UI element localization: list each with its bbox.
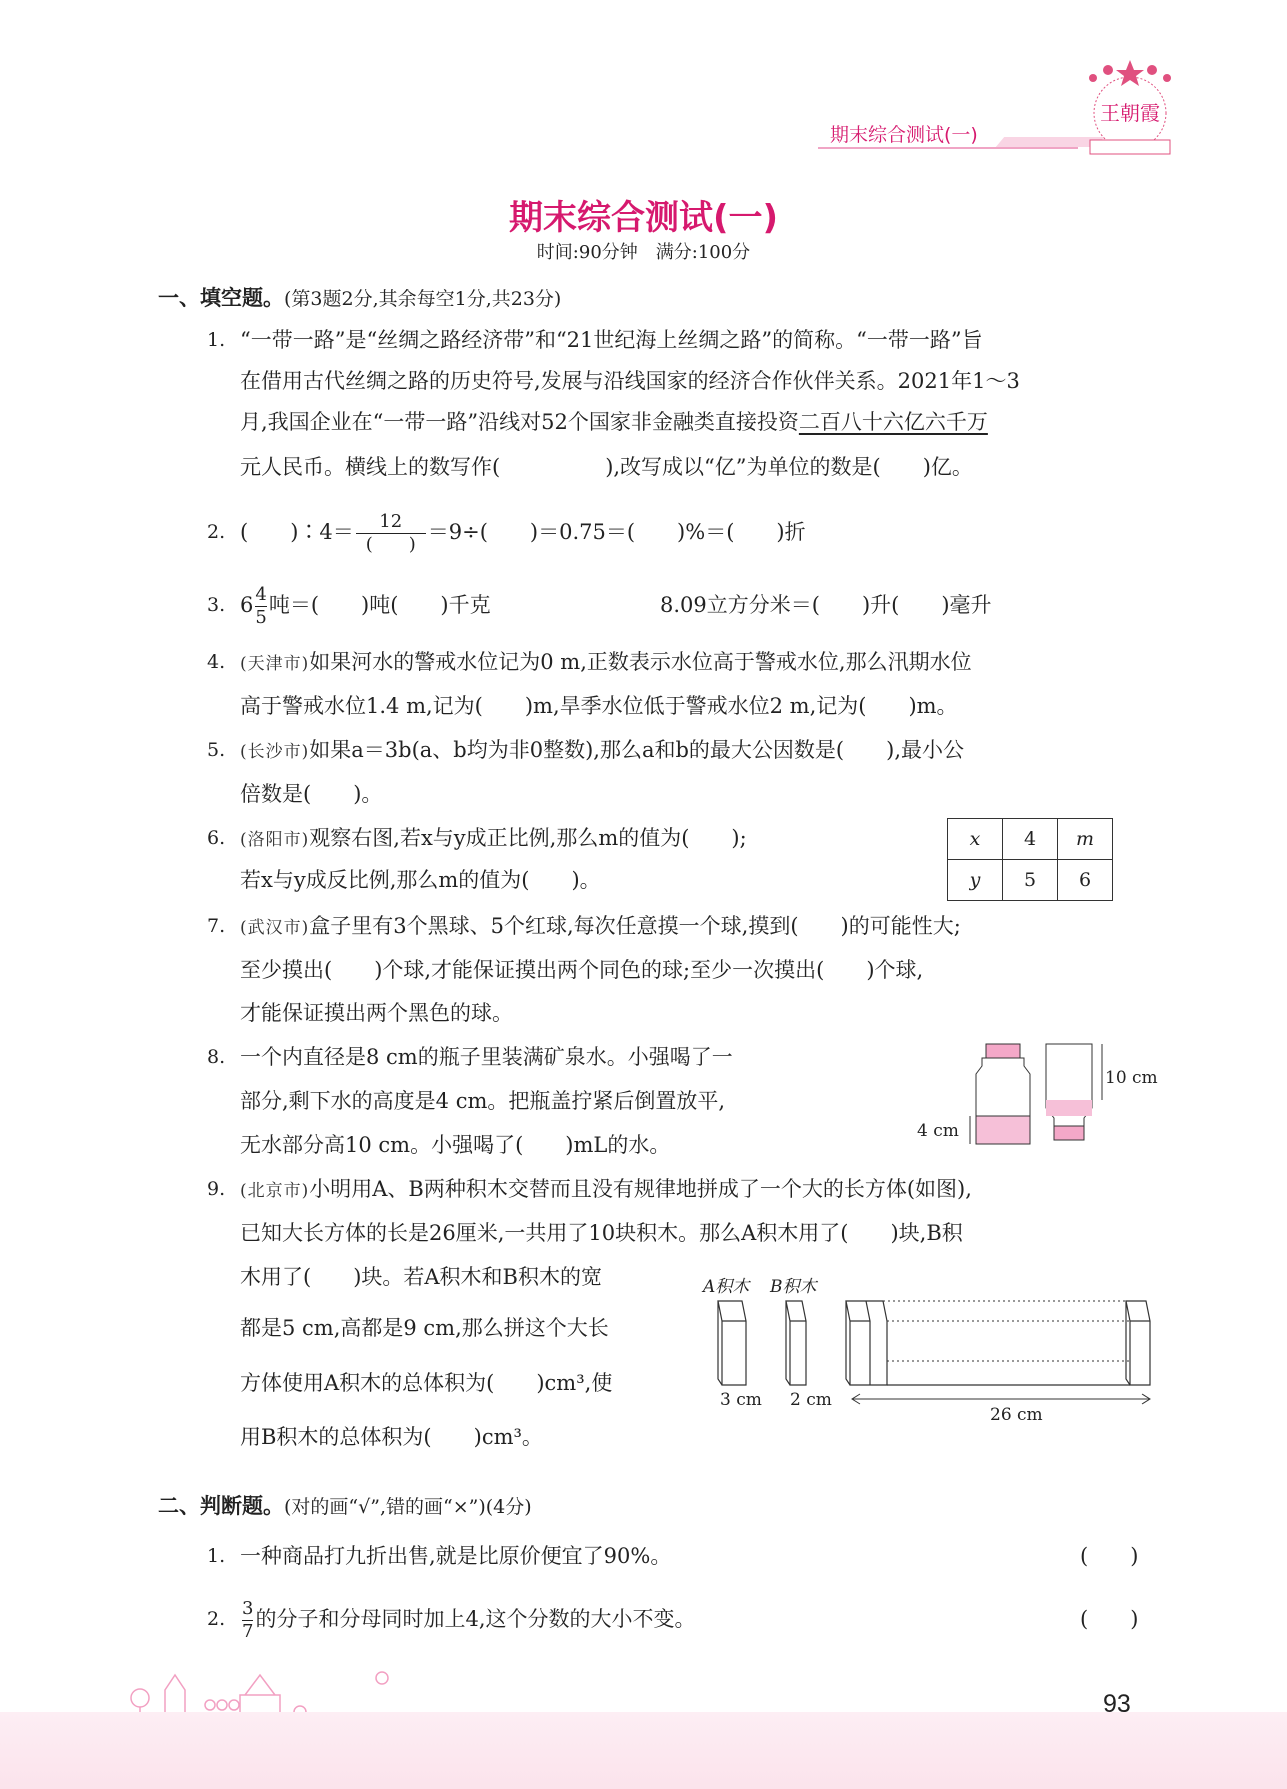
q8-number: 8. xyxy=(207,1046,226,1068)
figure-label: 2 cm xyxy=(790,1390,832,1410)
fraction-denominator: 5 xyxy=(255,607,267,628)
q8-line: 无水部分高10 cm。小强喝了( )mL的水。 xyxy=(240,1133,671,1157)
q2-text: ＝9÷( )＝0.75＝( )%＝( )折 xyxy=(427,520,806,544)
fraction-numerator: 3 xyxy=(242,1598,254,1619)
q9-line: 都是5 cm,高都是9 cm,那么拼这个大长 xyxy=(240,1316,609,1340)
page-number: 93 xyxy=(1103,1690,1131,1718)
q1-line: 在借用古代丝绸之路的历史符号,发展与沿线国家的经济合作伙伴关系。2021年1～3 xyxy=(240,369,1020,393)
q1-line: 元人民币。横线上的数写作( ),改写成以“亿”为单位的数是( )亿。 xyxy=(240,455,973,479)
xy-table xyxy=(947,818,1113,901)
table-row xyxy=(948,819,1113,860)
q5-line xyxy=(240,735,964,767)
q9-city: (北京市) xyxy=(240,1181,310,1201)
q6-line: 若x与y成反比例,那么m的值为( )。 xyxy=(240,868,601,892)
q9-line: 方体使用A积木的总体积为( )cm³,使 xyxy=(240,1371,613,1395)
q7-number: 7. xyxy=(207,915,226,937)
fraction-numerator: 4 xyxy=(255,584,267,605)
figure-label: 4 cm xyxy=(917,1121,959,1141)
q2-number: 2. xyxy=(207,521,226,543)
j1-answer-blank[interactable]: ( ) xyxy=(1080,1544,1139,1568)
q5-city: (长沙市) xyxy=(240,742,310,762)
q9-number: 9. xyxy=(207,1178,226,1200)
brand-logo xyxy=(1068,58,1193,158)
q6-text: 观察右图,若x与y成正比例,那么m的值为( ); xyxy=(309,826,747,850)
q3-whole: 6 xyxy=(240,593,254,617)
q1-text: 月,我国企业在“一带一路”沿线对52个国家非金融类直接投资 xyxy=(240,410,799,434)
figure-label: 3 cm xyxy=(720,1390,762,1410)
j1-number: 1. xyxy=(207,1545,226,1567)
q4-line: 高于警戒水位1.4 m,记为( )m,旱季水位低于警戒水位2 m,记为( )m。 xyxy=(240,694,958,718)
q8-line: 部分,剩下水的高度是4 cm。把瓶盖拧紧后倒置放平, xyxy=(240,1089,726,1113)
q3-line xyxy=(240,573,491,637)
section-1-note: (第3题2分,其余每空1分,共23分) xyxy=(284,288,562,310)
q6-number: 6. xyxy=(207,827,226,849)
q5-number: 5. xyxy=(207,739,226,761)
page-title: 期末综合测试(一) xyxy=(508,198,779,238)
q1-line xyxy=(240,407,988,437)
q4-line xyxy=(240,647,972,679)
fraction-denominator: 7 xyxy=(242,1621,254,1642)
logo-text: 王朝霞 xyxy=(1100,101,1160,125)
q9-line: 用B积木的总体积为( )cm³。 xyxy=(240,1425,543,1449)
q1-number: 1. xyxy=(207,329,226,351)
j2-text: 的分子和分母同时加上4,这个分数的大小不变。 xyxy=(255,1607,696,1631)
q4-number: 4. xyxy=(207,651,226,673)
j2-number: 2. xyxy=(207,1608,226,1630)
q1-line: “一带一路”是“丝绸之路经济带”和“21世纪海上丝绸之路”的简称。“一带一路”旨 xyxy=(240,328,983,352)
j2-line xyxy=(240,1588,696,1650)
footer-band xyxy=(0,1712,1287,1789)
q5-line: 倍数是( )。 xyxy=(240,782,383,806)
q7-text: 盒子里有3个黑球、5个红球,每次任意摸一个球,摸到( )的可能性大; xyxy=(309,914,961,938)
section-2-title: 二、判断题。 xyxy=(158,1494,284,1518)
q7-line: 至少摸出( )个球,才能保证摸出两个同色的球;至少一次摸出( )个球, xyxy=(240,958,924,982)
running-header xyxy=(830,120,978,147)
j2-fraction xyxy=(242,1598,253,1643)
q3-text: 8.09立方分米＝( )升( )毫升 xyxy=(660,593,992,617)
q7-line: 才能保证摸出两个黑色的球。 xyxy=(240,1001,513,1025)
j2-answer-blank[interactable]: ( ) xyxy=(1080,1607,1139,1631)
table-row xyxy=(948,860,1113,901)
blocks-figure xyxy=(700,1295,1170,1425)
q9-line: 木用了( )块。若A积木和B积木的宽 xyxy=(240,1265,602,1289)
bottle-figure xyxy=(960,1038,1120,1148)
table-cell: 5 xyxy=(1003,860,1058,901)
q3-number: 3. xyxy=(207,594,226,616)
q2-text: ( )∶4＝ xyxy=(240,520,354,544)
fraction-denominator: ( ) xyxy=(365,534,416,555)
fraction-numerator: 12 xyxy=(379,511,403,532)
header-rule xyxy=(818,147,1078,149)
q4-city: (天津市) xyxy=(240,654,310,674)
q7-city: (武汉市) xyxy=(240,918,310,938)
section-1-heading xyxy=(158,282,561,312)
figure-label: 10 cm xyxy=(1105,1068,1158,1088)
table-cell: y xyxy=(948,860,1003,901)
q2-line xyxy=(240,500,806,564)
q9-text: 小明用A、B两种积木交替而且没有规律地拼成了一个大的长方体(如图), xyxy=(309,1177,972,1201)
q4-text: 如果河水的警戒水位记为0 m,正数表示水位高于警戒水位,那么汛期水位 xyxy=(309,650,972,674)
footer-decoration-illustration xyxy=(120,1650,400,1720)
q2-fraction xyxy=(356,511,426,556)
exam-subtitle: 时间:90分钟 满分:100分 xyxy=(536,242,751,263)
figure-label: A积木 xyxy=(703,1277,750,1297)
q3-text: 吨＝( )吨( )千克 xyxy=(268,593,491,617)
q9-line xyxy=(240,1174,972,1206)
figure-label: B积木 xyxy=(770,1277,817,1297)
q8-line: 一个内直径是8 cm的瓶子里装满矿泉水。小强喝了一 xyxy=(240,1045,733,1069)
table-cell: 6 xyxy=(1058,860,1113,901)
q3-fraction xyxy=(255,584,266,629)
q7-line xyxy=(240,911,961,943)
q6-city: (洛阳市) xyxy=(240,830,310,850)
running-title: 期末综合测试(一) xyxy=(830,124,978,146)
q5-text: 如果a＝3b(a、b均为非0整数),那么a和b的最大公因数是( ),最小公 xyxy=(309,738,964,762)
table-cell: m xyxy=(1058,819,1113,860)
table-cell: 4 xyxy=(1003,819,1058,860)
q1-underlined-number: 二百八十六亿六千万 xyxy=(798,410,988,434)
q6-line xyxy=(240,823,747,855)
table-cell: x xyxy=(948,819,1003,860)
section-1-title: 一、填空题。 xyxy=(158,286,284,310)
section-2-heading xyxy=(158,1490,532,1520)
j1-text: 一种商品打九折出售,就是比原价便宜了90%。 xyxy=(240,1544,672,1568)
section-2-note: (对的画“√”,错的画“×”)(4分) xyxy=(284,1496,532,1518)
q9-line: 已知大长方体的长是26厘米,一共用了10块积木。那么A积木用了( )块,B积 xyxy=(240,1221,963,1245)
figure-label: 26 cm xyxy=(990,1405,1043,1425)
